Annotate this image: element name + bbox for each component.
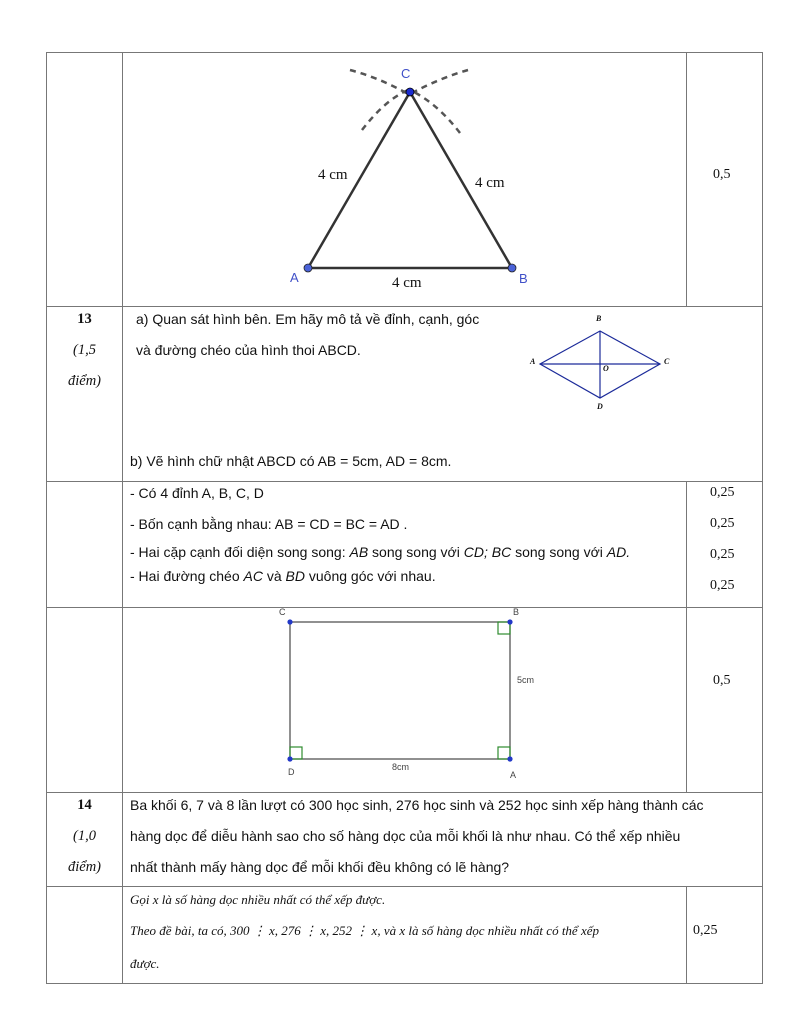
score-row1: 0,5 <box>713 167 731 182</box>
rhombus-vertex-c: C <box>664 357 670 366</box>
rect-vertex-a: A <box>510 770 517 780</box>
rhombus-vertex-a: A <box>530 357 536 366</box>
triangle-vertex-a: A <box>290 270 299 285</box>
triangle-vertex-c: C <box>401 66 411 81</box>
answer-13a-line1: - Có 4 đỉnh A, B, C, D <box>130 485 264 501</box>
rect-side-bottom-label: 8cm <box>392 762 410 772</box>
rhombus-figure <box>535 320 665 410</box>
score-13a-4: 0,25 <box>710 578 735 593</box>
triangle-side-bottom-label: 4 cm <box>392 275 422 291</box>
rhombus-center-o: O <box>603 364 609 373</box>
rect-vertex-c: C <box>279 607 286 617</box>
question-14-points-line1: (1,0 <box>73 828 96 844</box>
score-13a-3: 0,25 <box>710 547 735 562</box>
answer-13a-line2: - Bốn cạnh bằng nhau: AB = CD = BC = AD . <box>130 516 408 532</box>
score-13a-1: 0,25 <box>710 485 735 500</box>
question-13-points-line1: (1,5 <box>73 342 96 358</box>
triangle-vertex-b: B <box>519 271 528 286</box>
question-13b: b) Vẽ hình chữ nhật ABCD có AB = 5cm, AD = 8cm. <box>130 453 452 469</box>
rect-vertex-b: B <box>513 607 520 617</box>
answer-13a-line3: - Hai cặp cạnh đối diện song song: AB song song với CD; BC song song với AD. <box>130 544 631 560</box>
question-13a-line1: a) Quan sát hình bên. Em hãy mô tả về đỉnh, cạnh, góc <box>136 311 480 327</box>
question-14-line2: hàng dọc để diễu hành sao cho số hàng dọc của mỗi khối là như nhau. Có thể xếp nhiều <box>130 828 681 844</box>
question-number-13: 13 <box>77 311 92 327</box>
rectangle-figure <box>280 612 530 772</box>
question-13a-line2: và đường chéo của hình thoi ABCD. <box>136 342 361 358</box>
question-14-points-line2: điểm) <box>67 859 101 875</box>
triangle-side-right-label: 4 cm <box>475 175 505 191</box>
question-number-14: 14 <box>77 797 92 813</box>
answer-14-line2: Theo đề bài, ta có, 300 ⋮ x, 276 ⋮ x, 252 ⋮ x, và x là số hàng dọc nhiều nhất có thể xếp <box>130 923 599 938</box>
question-14-line1: Ba khối 6, 7 và 8 lần lượt có 300 học sinh, 276 học sinh và 252 học sinh xếp hàng thành các <box>130 797 704 813</box>
answer-14-line1: Gọi x là số hàng dọc nhiều nhất có thể xếp được. <box>130 892 386 907</box>
answer-14-line3: được. <box>130 956 160 971</box>
rect-vertex-d: D <box>288 767 295 777</box>
rect-side-right-label: 5cm <box>517 675 535 685</box>
rhombus-vertex-b: B <box>596 314 602 323</box>
question-13-points-line2: điểm) <box>67 373 101 389</box>
question-14-line3: nhất thành mấy hàng dọc để mỗi khối đều không có lẽ hàng? <box>130 859 510 875</box>
score-14-1: 0,25 <box>693 923 718 938</box>
triangle-figure <box>270 60 550 300</box>
triangle-side-left-label: 4 cm <box>318 167 348 183</box>
answer-13a-line4: - Hai đường chéo AC và BD vuông góc với nhau. <box>130 568 436 584</box>
score-13a-2: 0,25 <box>710 516 735 531</box>
score-row4: 0,5 <box>713 673 731 688</box>
rhombus-vertex-d: D <box>597 402 603 411</box>
